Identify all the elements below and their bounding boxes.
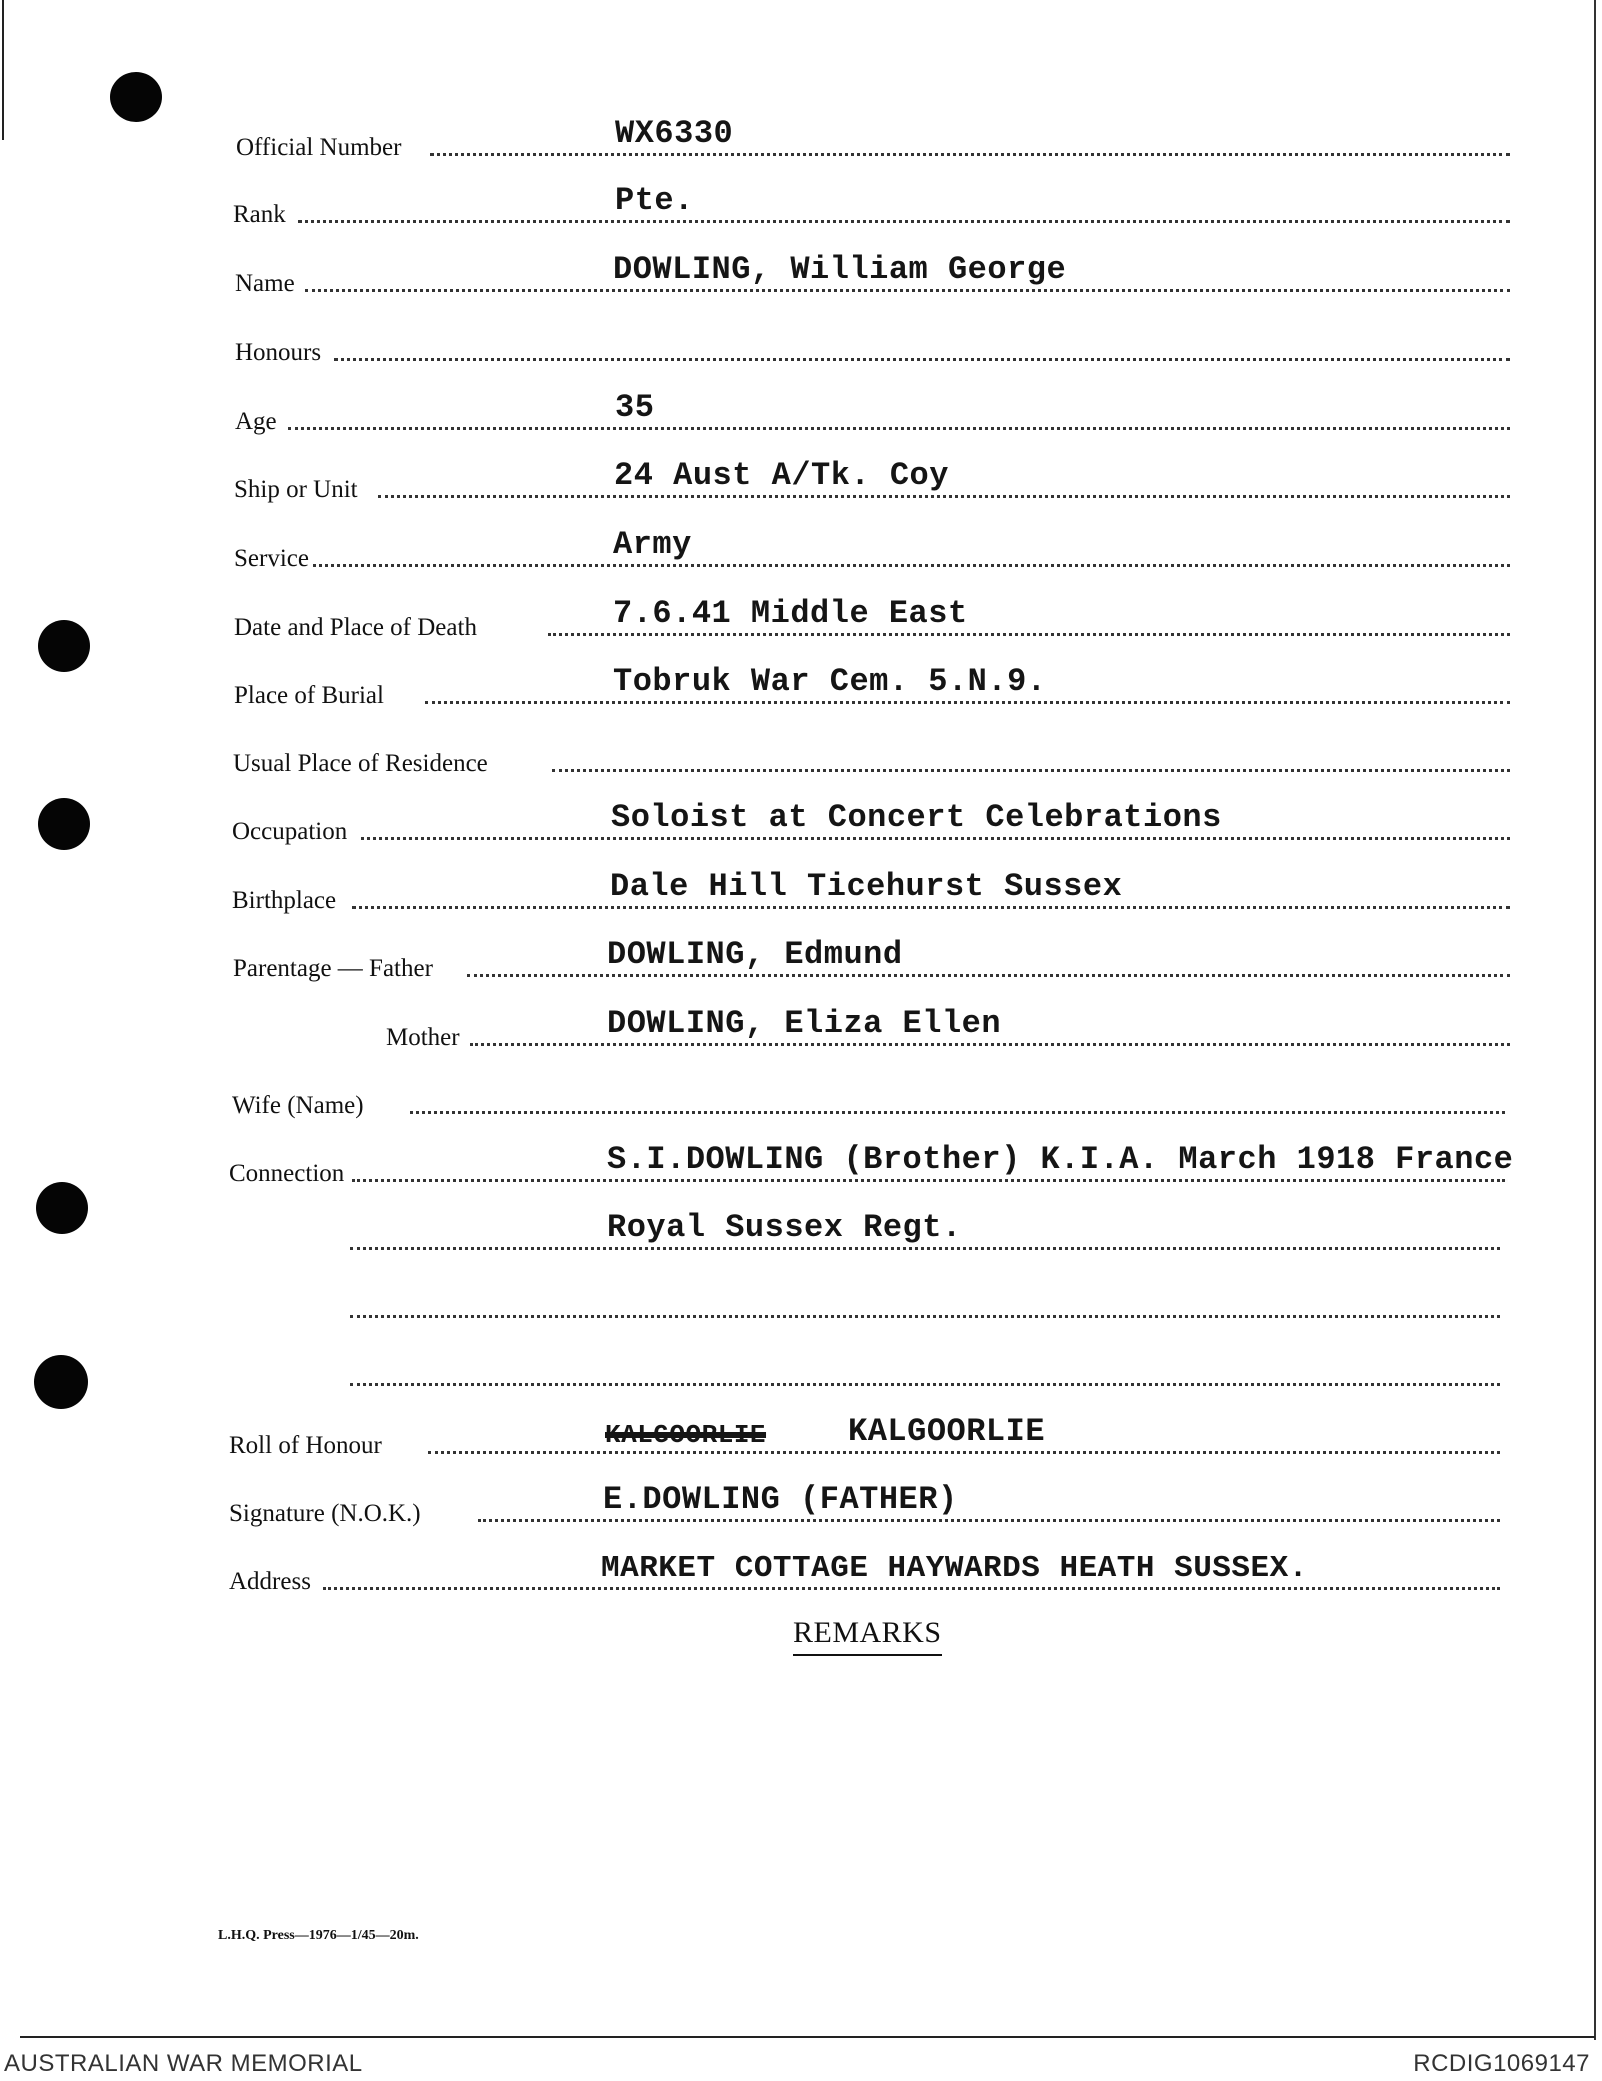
field-mother [0,990,1602,1050]
field-name [0,236,1602,296]
field-label: Address [229,1568,311,1595]
dotted-line [467,974,1510,977]
dotted-line [548,633,1510,636]
field-blank-line [0,1262,1602,1322]
field-wife [0,1058,1602,1118]
field-blank-line [0,1330,1602,1390]
field-address [0,1534,1602,1594]
field-value: Pte. [615,182,694,219]
archive-reference: RCDIG1069147 [1413,2050,1590,2077]
field-label: Age [235,408,277,435]
dotted-line [361,837,1510,840]
field-usual-residence [0,716,1602,776]
field-value: 7.6.41 Middle East [613,595,968,632]
field-label: Parentage — Father [233,955,433,982]
dotted-line [350,1247,1500,1250]
field-value: Royal Sussex Regt. [607,1209,962,1246]
dotted-line [288,427,1510,430]
field-value: KALGOORLIE [848,1413,1046,1450]
field-value: 24 Aust A/Tk. Coy [614,457,949,494]
field-signature [0,1466,1602,1526]
field-birthplace [0,853,1602,913]
field-label: Name [235,270,295,297]
field-label: Occupation [232,818,348,845]
dotted-line [313,564,1510,567]
field-value: S.I.DOWLING (Brother) K.I.A. March 1918 France [607,1141,1514,1178]
dotted-line [478,1519,1500,1522]
field-label: Official Number [236,134,402,161]
dotted-line [305,289,1510,292]
field-value: 35 [615,389,655,426]
field-label: Service [234,545,309,572]
field-value: Soloist at Concert Celebrations [611,799,1222,836]
dotted-line [350,1383,1500,1386]
dotted-line [334,358,1510,361]
field-label: Honours [235,339,322,366]
field-date-place-of-death [0,580,1602,640]
field-value: DOWLING, Eliza Ellen [607,1005,1002,1042]
field-label: Connection [229,1160,345,1187]
field-value: Army [613,526,692,563]
struck-value: KALGOORLIE [605,1420,767,1450]
field-value: DOWLING, William George [613,251,1067,288]
field-label: Usual Place of Residence [233,750,488,777]
field-label: Birthplace [232,887,337,914]
field-ship-or-unit [0,442,1602,502]
remarks-heading: REMARKS [793,1618,942,1656]
dotted-line [350,1315,1500,1318]
field-label: Signature (N.O.K.) [229,1500,421,1527]
field-value: MARKET COTTAGE HAYWARDS HEATH SUSSEX. [601,1551,1308,1586]
field-label: Mother [386,1024,460,1051]
dotted-line [298,220,1510,223]
field-service [0,511,1602,571]
archive-name: AUSTRALIAN WAR MEMORIAL [4,2050,363,2077]
field-label: Date and Place of Death [234,614,477,641]
field-label: Wife (Name) [232,1092,364,1119]
field-label: Roll of Honour [229,1432,382,1459]
field-connection [0,1126,1602,1186]
dotted-line [323,1587,1500,1590]
dotted-line [430,153,1510,156]
field-father [0,921,1602,981]
field-place-of-burial [0,648,1602,708]
field-connection-continuation [0,1194,1602,1254]
field-value: E.DOWLING (FATHER) [603,1481,958,1518]
field-value: WX6330 [615,115,734,152]
printer-imprint: L.H.Q. Press—1976—1/45—20m. [218,1928,419,1943]
dotted-line [378,495,1510,498]
field-label: Rank [233,201,286,228]
dotted-line [428,1451,1500,1454]
field-honours [0,305,1602,365]
dotted-line [552,769,1510,772]
field-roll-of-honour [0,1398,1602,1458]
field-age [0,374,1602,434]
card-edge-bottom [20,2036,1595,2038]
field-official-number [0,100,1602,160]
dotted-line [352,1179,1505,1182]
field-value: DOWLING, Edmund [607,936,903,973]
field-value: Tobruk War Cem. 5.N.9. [613,663,1047,700]
field-value: Dale Hill Ticehurst Sussex [610,868,1123,905]
field-label: Place of Burial [234,682,384,709]
field-rank [0,167,1602,227]
field-label: Ship or Unit [234,476,358,503]
field-occupation [0,784,1602,844]
dotted-line [410,1111,1505,1114]
dotted-line [470,1043,1510,1046]
dotted-line [425,701,1510,704]
dotted-line [352,906,1510,909]
